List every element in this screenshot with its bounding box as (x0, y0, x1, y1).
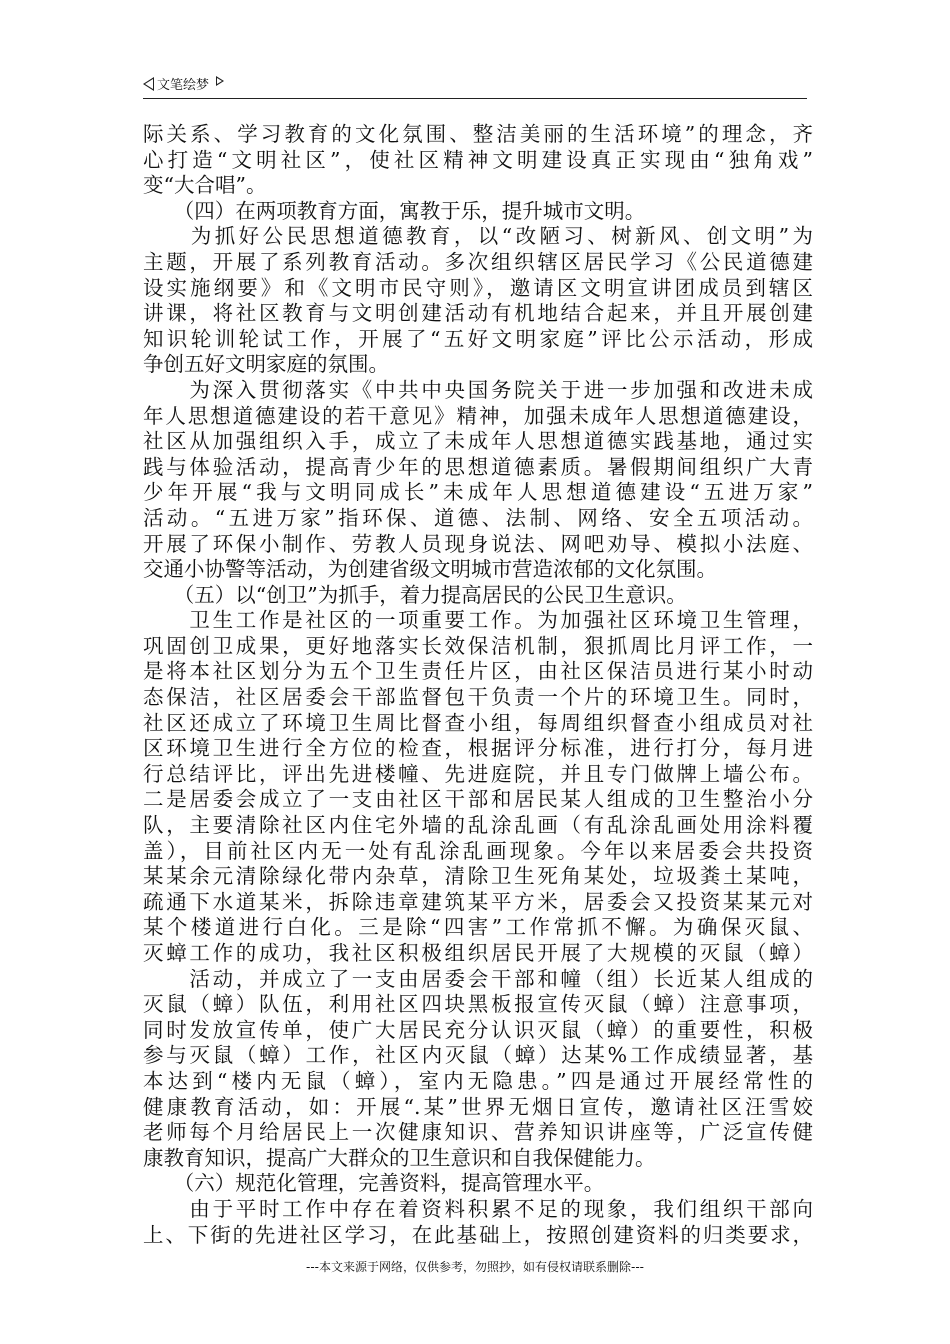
text-line: 为抓好公民思想道德教育，以“改陋习、树新风、创文明”为 (143, 224, 813, 249)
text-line: 由于平时工作中存在着资料积累不足的现象，我们组织干部向 (143, 1196, 813, 1221)
text-line: 卫生工作是社区的一项重要工作。为加强社区环境卫生管理， (143, 608, 813, 633)
brand (143, 74, 224, 93)
text-line: 灭鼠（蟑）队伍，利用社区四块黑板报宣传灭鼠（蟑）注意事项， (143, 992, 813, 1017)
text-line: 活动。“五进万家”指环保、道德、法制、网络、安全五项活动。 (143, 505, 813, 530)
text-line: 开展了环保小制作、劳教人员现身说法、网吧劝导、模拟小法庭、 (143, 531, 813, 556)
text-line: 践与体验活动，提高青少年的思想道德素质。暑假期间组织广大青 (143, 454, 813, 479)
text-line: 区环境卫生进行全方位的检查，根据评分标准，进行打分，每月进 (143, 736, 813, 761)
text-line: 巩固创卫成果，更好地落实长效保洁机制，狠抓周比月评工作，一 (143, 633, 813, 658)
page-header (143, 72, 807, 99)
text-line: 上、下街的先进社区学习，在此基础上，按照创建资料的归类要求， (143, 1222, 813, 1247)
text-line: 社区还成立了环境卫生周比督查小组，每周组织督查小组成员对社 (143, 710, 813, 735)
text-line: 行总结评比，评出先进楼幢、先进庭院，并且专门做牌上墙公布。 (143, 761, 813, 786)
text-line: （六）规范化管理，完善资料，提高管理水平。 (143, 1171, 605, 1196)
text-line: 某某余元清除绿化带内杂草，清除卫生死角某处，垃圾粪土某吨， (143, 864, 813, 889)
text-line: 疏通下水道某米，拆除违章建筑某平方米，居委会又投资某某元对 (143, 889, 813, 914)
text-line: 社区从加强组织入手，成立了未成年人思想道德实践基地，通过实 (143, 429, 813, 454)
text-line: 年人思想道德建设的若干意见》精神，加强未成年人思想道德建设， (143, 403, 813, 428)
text-line: 灭蟑工作的成功，我社区积极组织居民开展了大规模的灭鼠（蟑） (143, 941, 813, 965)
text-line: 为深入贯彻落实《中共中央国务院关于进一步加强和改进未成 (143, 377, 813, 402)
text-line: （五）以“创卫”为抓手，着力提高居民的公民卫生意识。 (143, 582, 687, 607)
text-line: 变“大合唱”。 (143, 173, 267, 198)
text-line: 康教育知识，提高广大群众的卫生意识和自我保健能力。 (143, 1145, 656, 1170)
left-triangle-icon (143, 77, 154, 91)
text-line: 健康教育活动，如：开展“.某”世界无烟日宣传，邀请社区汪雪姣 (143, 1094, 813, 1119)
text-line: 二是居委会成立了一支由社区干部和居民某人组成的卫生整治小分 (143, 787, 813, 812)
text-line: 少年开展“我与文明同成长”未成年人思想道德建设“五进万家” (143, 480, 813, 505)
text-line: 讲课，将社区教育与文明创建活动有机地结合起来，并且开展创建 (143, 301, 813, 326)
document-body (143, 122, 813, 1248)
text-line: 某个楼道进行白化。三是除“四害”工作常抓不懈。为确保灭鼠、 (143, 915, 813, 940)
right-triangle-icon (216, 76, 224, 86)
text-line: 际关系、学习教育的文化氛围、整洁美丽的生活环境”的理念，齐 (143, 122, 813, 146)
text-line: 争创五好文明家庭的氛围。 (143, 352, 389, 377)
text-line: 设实施纲要》和《文明市民守则》，邀请区文明宣讲团成员到辖区 (143, 275, 813, 300)
text-line: 知识轮训轮试工作，开展了“五好文明家庭”评比公示活动，形成 (143, 326, 813, 351)
text-line: 心打造“文明社区”，使社区精神文明建设真正实现由“独角戏” (143, 147, 813, 172)
text-line: 队，主要清除社区内住宅外墙的乱涂乱画（有乱涂乱画处用涂料覆 (143, 813, 813, 838)
text-line: 交通小协警等活动，为创建省级文明城市营造浓郁的文化氛围。 (143, 557, 717, 582)
text-line: 是将本社区划分为五个卫生责任片区，由社区保洁员进行某小时动 (143, 659, 813, 684)
footer-disclaimer: ---本文来源于网络，仅供参考，勿照抄，如有侵权请联系删除--- (306, 1260, 644, 1274)
text-line: 活动，并成立了一支由居委会干部和幢（组）长近某人组成的 (143, 966, 813, 991)
brand-name: 文笔绘梦 (157, 78, 210, 93)
text-line: 主题，开展了系列教育活动。多次组织辖区居民学习《公民道德建 (143, 249, 813, 274)
text-line: （四）在两项教育方面，寓教于乐，提升城市文明。 (143, 198, 646, 223)
text-line: 同时发放宣传单，使广大居民充分认识灭鼠（蟑）的重要性，积极 (143, 1017, 813, 1042)
text-line: 老师每个月给居民上一次健康知识、营养知识讲座等，广泛宣传健 (143, 1120, 813, 1145)
text-line: 态保洁，社区居委会干部监督包干负责一个片的环境卫生。同时， (143, 685, 813, 710)
text-line: 参与灭鼠（蟑）工作，社区内灭鼠（蟑）达某%工作成绩显著，基 (143, 1043, 813, 1068)
text-line: 盖），目前社区内无一处有乱涂乱画现象。今年以来居委会共投资 (143, 838, 813, 863)
text-line: 本达到“楼内无鼠（蟑），室内无隐患。”四是通过开展经常性的 (143, 1068, 813, 1093)
